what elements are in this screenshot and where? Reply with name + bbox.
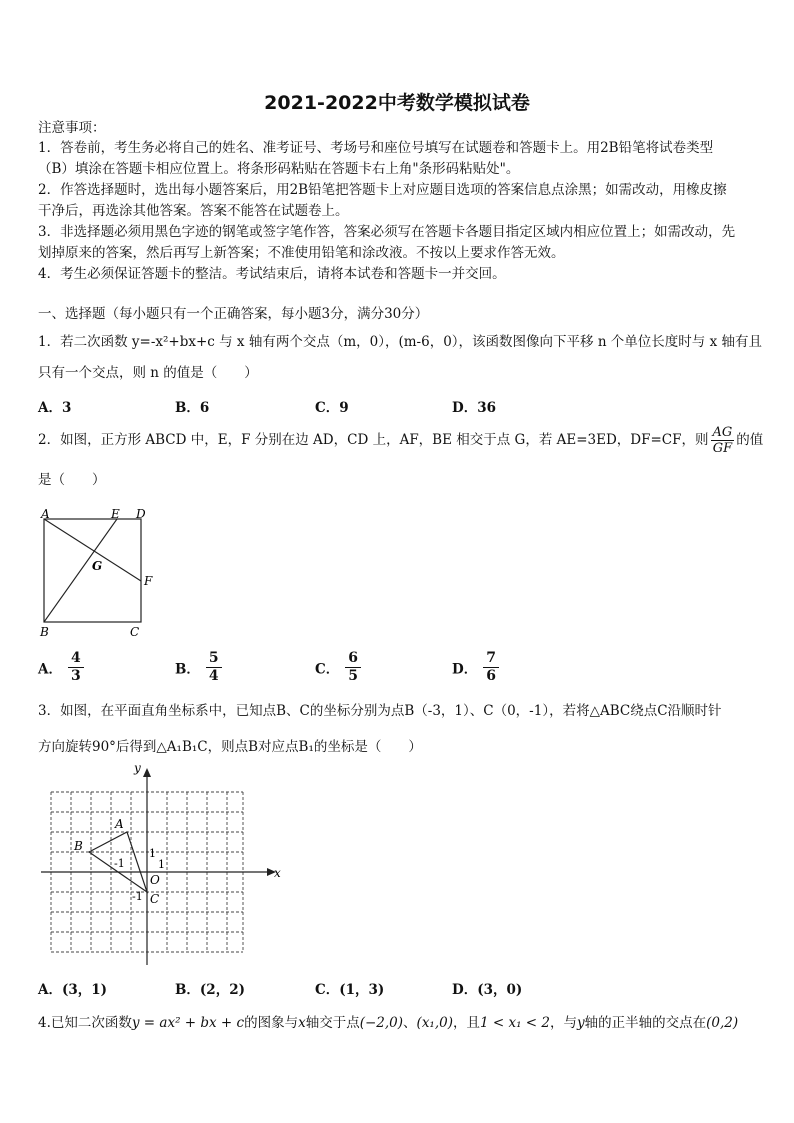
label-one-x: 1	[158, 858, 165, 871]
q4-math-range: 1 < x₁ < 2	[480, 1015, 550, 1031]
q2-stem-line1	[38, 424, 763, 456]
y-axis-arrow	[143, 768, 151, 777]
q2-fraction	[711, 425, 735, 456]
q4-math-point2: (x₁,0)	[416, 1015, 453, 1031]
line-be	[44, 519, 117, 622]
label-one-y: 1	[149, 847, 156, 860]
q3-option-d: D．(3，0)	[452, 982, 523, 998]
label-c: C	[130, 625, 140, 639]
label-a: A	[41, 508, 50, 521]
notice-line: 划掉原来的答案，然后再写上新答案；不准使用铅笔和涂改液。不按以上要求作答无效。	[38, 245, 565, 261]
q1-option-c: C．9	[315, 400, 349, 416]
label-b: B	[74, 839, 83, 853]
q2-fraction-num: AG	[712, 425, 733, 440]
q1-stem-line2: 只有一个交点，则 n 的值是（ ）	[38, 365, 258, 381]
q2-option-b: B． $\frac{5}{4}$	[175, 650, 222, 685]
notice-line: 2．作答选择题时，选出每小题答案后，用2B铅笔把答题卡上对应题目选项的答案信息点涂黑；如需改动，用橡皮擦	[38, 182, 727, 198]
q4-stem-line1: 4.已知二次函数y = ax² + bx + c的图象与x轴交于点(−2,0)、(x₁,0)，且1 < x₁ < 2，与y轴的正半轴的交点在(0,2)	[38, 1015, 739, 1031]
label-g: G	[92, 559, 103, 573]
q3-coordinate-figure	[36, 760, 286, 970]
label-x: x	[274, 866, 281, 880]
q4-math-point1: (−2,0)	[359, 1015, 404, 1031]
q2-option-c: C． $\frac{6}{5}$	[315, 650, 361, 685]
label-neg1-x: -1	[114, 857, 125, 870]
label-d: D	[136, 508, 146, 521]
q2-square-figure	[36, 508, 166, 643]
label-f: F	[144, 574, 153, 588]
section-heading: 一、选择题（每小题只有一个正确答案，每小题3分，满分30分）	[38, 306, 429, 322]
q3-option-c: C．(1，3)	[315, 982, 385, 998]
page-title: 2021-2022中考数学模拟试卷	[264, 92, 530, 114]
q1-option-d: D．36	[452, 400, 496, 416]
q2-fraction-den: GF	[712, 441, 733, 456]
label-e: E	[111, 508, 120, 521]
notice-line: 干净后，再选涂其他答案。答案不能答在试题卷上。	[38, 203, 349, 219]
q3-stem-line1: 3．如图，在平面直角坐标系中，已知点B、C的坐标分别为点B（-3，1）、C（0，-1），若将△ABC绕点C沿顺时针	[38, 703, 722, 719]
label-o: O	[150, 873, 160, 887]
q1-option-b: B．6	[175, 400, 210, 416]
label-a: A	[115, 817, 124, 831]
q3-stem-line2: 方向旋转90°后得到△A₁B₁C，则点B对应点B₁的坐标是（ ）	[38, 739, 422, 755]
q2-text-before: 2．如图，正方形 ABCD 中，E，F 分别在边 AD，CD 上，AF，BE 相交于点 G，若 AE=3ED，DF=CF，则	[38, 432, 709, 448]
q2-option-d: D． $\frac{7}{6}$	[452, 650, 499, 685]
label-neg1-y: -1	[132, 890, 143, 903]
notice-line: 1．答卷前，考生务必将自己的姓名、准考证号、考场号和座位号填写在试题卷和答题卡上。用2B铅笔将试卷类型	[38, 140, 714, 156]
q1-stem-line1: 1．若二次函数 y=-x²+bx+c 与 x 轴有两个交点（m，0），(m-6，0），该函数图像向下平移 n 个单位长度时与 x 轴有且	[38, 334, 763, 350]
label-b: B	[40, 625, 49, 639]
q2-stem-line2: 是（ ）	[38, 472, 106, 488]
q1-option-a: A．3	[38, 400, 72, 416]
q2-text-after: 的值	[736, 432, 764, 448]
q4-math-function: y = ax² + bx + c	[131, 1015, 245, 1031]
notice-line: （B）填涂在答题卡相应位置上。将条形码粘贴在答题卡右上角"条形码粘贴处"。	[38, 161, 520, 177]
q3-option-a: A．(3，1)	[38, 982, 108, 998]
q2-option-a: A． $\frac{4}{3}$	[38, 650, 84, 685]
label-c: C	[150, 892, 160, 906]
q3-option-b: B．(2，2)	[175, 982, 245, 998]
label-y: y	[134, 761, 141, 775]
notice-line: 4．考生必须保证答题卡的整洁。考试结束后，请将本试卷和答题卡一并交回。	[38, 266, 506, 282]
notice-heading: 注意事项：	[38, 120, 106, 136]
q4-math-point3: (0,2)	[706, 1015, 739, 1031]
notice-line: 3．非选择题必须用黑色字迹的钢笔或签字笔作答，答案必须写在答题卡各题目指定区域内相应位置上；如需改动，先	[38, 224, 736, 240]
